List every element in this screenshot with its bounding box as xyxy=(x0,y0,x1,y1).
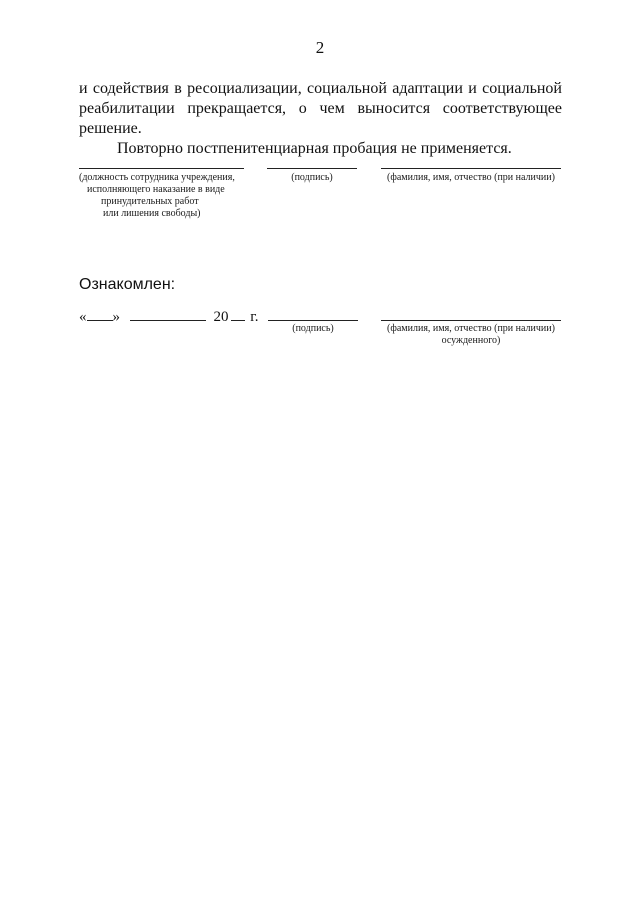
month-blank xyxy=(130,306,206,321)
position-caption-line-3: принудительных работ xyxy=(101,196,199,207)
paragraph-line-1: и содействия в ресоциализации, социальной адаптации и социальной xyxy=(79,80,562,97)
acquainted-name-caption-line-2: осужденного) xyxy=(441,335,501,346)
name-caption: (фамилия, имя, отчество (при наличии) xyxy=(387,172,555,183)
date-row xyxy=(79,306,258,326)
year-prefix: 20 xyxy=(213,309,229,325)
signature-line xyxy=(267,168,357,169)
year-blank xyxy=(231,306,245,321)
paragraph-no-repeat: Повторно постпенитенциарная пробация не применяется. xyxy=(117,140,512,157)
day-blank xyxy=(87,306,113,321)
acquainted-name-caption-line-1: (фамилия, имя, отчество (при наличии) xyxy=(387,323,555,334)
acquainted-label: Ознакомлен: xyxy=(79,276,176,293)
name-line xyxy=(381,168,561,169)
body-text xyxy=(79,79,562,159)
position-caption-line-4: или лишения свободы) xyxy=(103,208,201,219)
position-caption-line-2: исполняющего наказание в виде xyxy=(87,184,225,195)
paragraph-line-2: реабилитации прекращается, о чем выносится соответствующее решение. xyxy=(79,100,562,137)
page-number: 2 xyxy=(315,38,325,57)
quote-close: » xyxy=(112,309,120,325)
acquainted-name-line xyxy=(381,320,561,321)
acquainted-signature-caption: (подпись) xyxy=(292,323,334,334)
signature-caption: (подпись) xyxy=(291,172,333,183)
paragraph-termination xyxy=(79,79,562,139)
acquainted-signature-line xyxy=(268,320,358,321)
acquainted-name-caption xyxy=(371,323,571,347)
quote-open: « xyxy=(79,309,87,325)
position-line xyxy=(79,168,244,169)
position-caption xyxy=(79,172,259,220)
year-suffix: г. xyxy=(250,309,259,325)
position-caption-line-1: (должность сотрудника учреждения, xyxy=(79,172,235,183)
